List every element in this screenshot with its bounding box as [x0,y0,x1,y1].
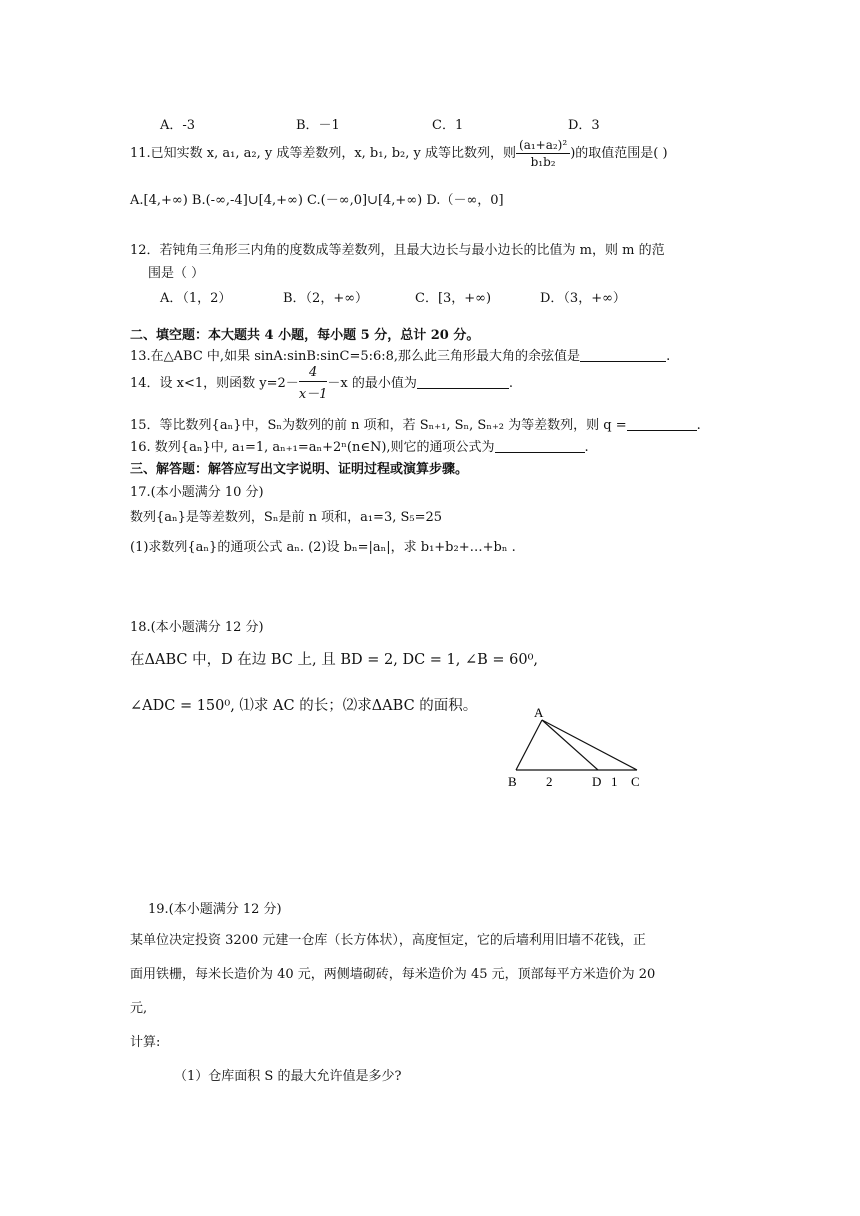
q14-answer-blank[interactable] [417,376,509,389]
q12-line2: 围是（ ） [148,266,205,281]
q19-line4: 计算: [130,1035,161,1050]
q10-option-d: D．3 [568,118,600,133]
q16-text: 16. 数列{aₙ}中, a₁=1, aₙ₊₁=aₙ+2ⁿ(n∈N),则它的通项公式为 [130,440,495,455]
question-14: 14．设 x<1，则函数 y=2－ $\frac{4}{x-1}$ －x 的最小值为 . [130,365,514,402]
q11-fraction [516,138,570,169]
q14-pre: 14．设 x<1，则函数 y=2－ [130,376,299,391]
q19-line2: 面用铁栅，每米长造价为 40 元，两侧墙砌砖，每米造价为 45 元，顶部每平方米造价为 20 [130,967,656,982]
q12-option-a: A．（1，2） [160,291,232,306]
q10-option-a: A．-3 [160,118,196,133]
triangle-figure [496,700,656,796]
q11-stem: 11.已知实数 x, a₁, a₂, y 成等差数列，x, b₁, b₂, y 成等比数列，则 [130,146,517,161]
q13-text: 13.在△ABC 中,如果 sinA:sinB:sinC=5:6:8,那么此三角形最大角的余弦值是 [130,349,581,364]
section-2-heading: 二、填空题：本大题共 4 小题，每小题 5 分，总计 20 分。 [130,328,480,343]
question-15: 15．等比数列{aₙ}中，Sₙ为数列的前 n 项和，若 Sₙ₊₁, Sₙ, Sₙ₊₂ 为等差数列，则 q = . [130,418,701,433]
q12-option-d: D．（3，+∞） [540,291,626,306]
label-b: B [508,774,517,789]
q18-line1: 在ΔABC 中，D 在边 BC 上, 且 BD = 2, DC = 1, ∠B = 60⁰, [130,652,539,668]
label-bd-length: 2 [546,774,553,789]
q14-fraction-denominator: x－1 [298,387,328,402]
q11-fraction-numerator: (a₁+a₂)² [516,138,570,154]
q18-line2: ∠ADC = 150⁰, ⑴求 AC 的长；⑵求ΔABC 的面积。 [130,698,478,714]
section-3-heading: 三、解答题：解答应写出文字说明、证明过程或演算步骤。 [130,462,469,477]
question-16: 16. 数列{aₙ}中, a₁=1, aₙ₊₁=aₙ+2ⁿ(n∈N),则它的通项公式为 . [130,440,589,455]
q11-fraction-denominator: b₁b₂ [530,155,556,169]
q18-title: 18.(本小题满分 12 分) [130,620,264,635]
q17-line2: (1)求数列{aₙ}的通项公式 aₙ. (2)设 bₙ=|aₙ|，求 b₁+b₂+…+bₙ . [130,540,516,555]
q12-line1: 12．若钝角三角形三内角的度数成等差数列，且最大边长与最小边长的比值为 m，则 m 的范 [130,243,665,258]
q14-fraction [299,365,328,402]
q12-option-c: C．[3，+∞) [415,291,492,306]
question-13: 13.在△ABC 中,如果 sinA:sinB:sinC=5:6:8,那么此三角形最大角的余弦值是 . [130,349,671,364]
label-d: D [592,774,602,789]
q11-tail: )的取值范围是( ) [570,146,668,161]
q11-options: A.[4,+∞) B.(-∞,-4]∪[4,+∞) C.(－∞,0]∪[4,+∞) D.（－∞，0] [130,193,504,208]
q19-line1: 某单位决定投资 3200 元建一仓库（长方体状），高度恒定，它的后墙利用旧墙不花钱，正 [130,933,646,948]
q17-line1: 数列{aₙ}是等差数列，Sₙ是前 n 项和，a₁=3, S₅=25 [130,510,443,525]
label-dc-length: 1 [611,774,618,789]
question-11 [130,138,668,169]
q15-answer-blank[interactable] [627,418,697,431]
q10-option-c: C．1 [432,118,464,133]
q19-title: 19.(本小题满分 12 分) [148,902,282,917]
q12-option-b: B．（2，+∞） [283,291,369,306]
q14-post: －x 的最小值为 [327,376,417,391]
q19-line3: 元, [130,1001,148,1016]
q16-answer-blank[interactable] [495,440,585,453]
label-c: C [631,774,640,789]
q19-sub1: （1）仓库面积 S 的最大允许值是多少? [174,1069,402,1084]
q17-title: 17.(本小题满分 10 分) [130,485,264,500]
q14-fraction-numerator: 4 [299,365,328,382]
q10-option-b: B．－1 [296,118,340,133]
q13-answer-blank[interactable] [580,349,666,362]
q15-text: 15．等比数列{aₙ}中，Sₙ为数列的前 n 项和，若 Sₙ₊₁, Sₙ, Sₙ₊₂ 为等差数列，则 q = [130,418,627,433]
side-ab [516,720,542,770]
label-a: A [534,705,544,720]
